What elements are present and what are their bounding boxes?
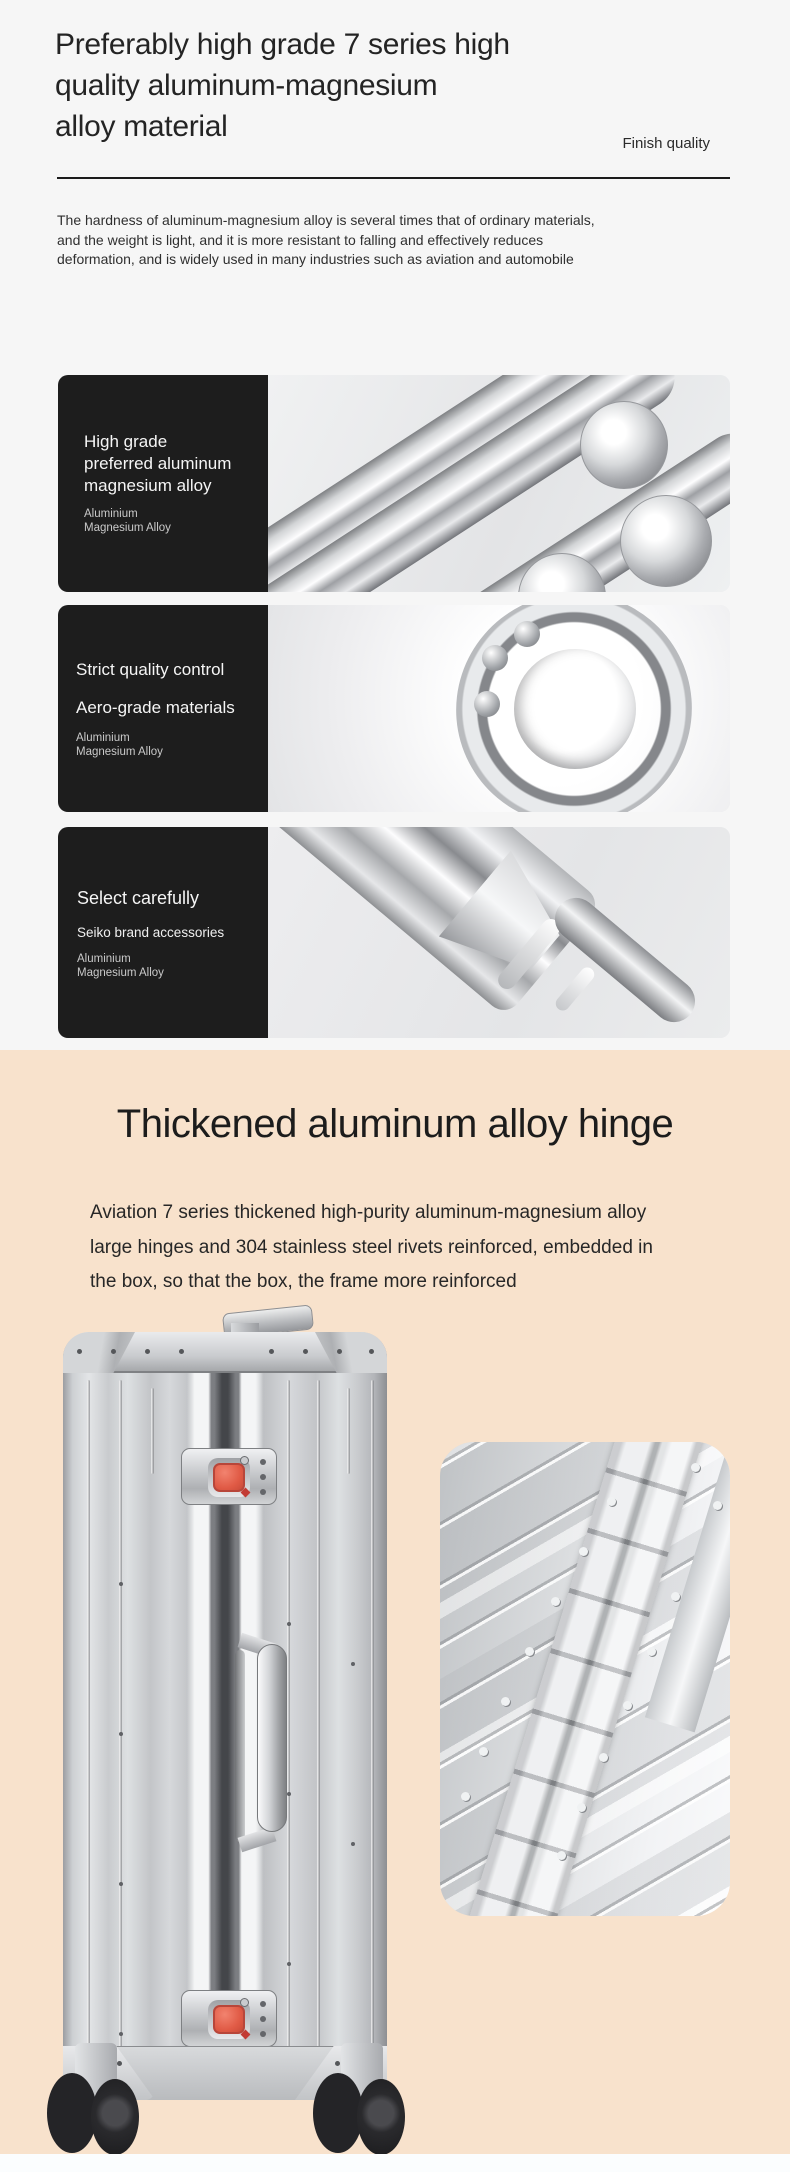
handle-slot	[235, 1650, 245, 1842]
wheel	[47, 2073, 97, 2153]
lock-dials	[260, 2001, 266, 2007]
hinge-closeup-image	[440, 1442, 730, 1916]
tsa-lock-top	[181, 1448, 277, 1505]
spinner-wheels-right	[311, 2043, 423, 2155]
suitcase-body	[63, 1332, 387, 2100]
card-title-line: magnesium alloy	[84, 476, 212, 495]
tsa-lock-bottom	[181, 1990, 277, 2047]
rivet-dots	[119, 1582, 123, 1586]
finish-quality-label: Finish quality	[622, 135, 710, 152]
section-heading: Thickened aluminum alloy hinge	[116, 1102, 674, 1146]
title-line-3: alloy material	[55, 110, 228, 143]
card-subtitle-line: Magnesium Alloy	[76, 746, 163, 758]
bearing-ball	[482, 645, 508, 671]
bearing-ball	[514, 621, 540, 647]
panel-groove	[347, 1388, 350, 1474]
title-line-2: quality aluminum-magnesium	[55, 69, 438, 102]
telescopic-rod-image	[268, 827, 730, 1038]
ball-bearing-image	[268, 605, 730, 812]
rivet-row	[77, 1349, 82, 1354]
intro-line-1: The hardness of aluminum-magnesium alloy is several times that of ordinary materials,	[57, 212, 595, 228]
rod-end-face	[620, 495, 712, 587]
aluminum-rods-image	[268, 375, 730, 592]
hinge-paragraph	[90, 1196, 653, 1300]
tsa-lock-button	[213, 2005, 245, 2034]
divider-line	[57, 177, 730, 179]
panel-groove	[287, 1380, 290, 2080]
intro-line-2: and the weight is light, and it is more resistant to falling and effectively reduces	[57, 231, 544, 248]
feature-card-quality-control	[58, 605, 730, 812]
wheel	[91, 2079, 139, 2155]
card-subtitle-line: Aluminium	[77, 953, 131, 965]
panel-groove	[151, 1388, 154, 1474]
card-text-panel	[58, 605, 268, 812]
card-text-panel	[58, 827, 268, 1038]
panel-groove	[317, 1380, 320, 2080]
intro-line-3: deformation, and is widely used in many industries such as aviation and automobile	[57, 251, 574, 267]
hinge-section	[0, 1050, 790, 2154]
hinge-line-3: the box, so that the box, the frame more reinforced	[90, 1271, 517, 1292]
hinge-line-1: Aviation 7 series thickened high-purity aluminum-magnesium alloy	[90, 1202, 647, 1223]
tsa-lock-button	[213, 1463, 245, 1492]
card-subtitle-line: Magnesium Alloy	[77, 967, 164, 979]
hinge-line-2: large hinges and 304 stainless steel rivets reinforced, embedded in	[90, 1236, 653, 1258]
side-carry-handle	[257, 1644, 287, 1832]
title-line-1: Preferably high grade 7 series high	[55, 28, 510, 61]
card-title-line: Strict quality control	[76, 660, 225, 679]
panel-groove	[119, 1380, 122, 2080]
card-title-line: Seiko brand accessories	[77, 925, 225, 940]
feature-card-high-grade	[58, 375, 730, 592]
intro-paragraph	[57, 211, 595, 270]
bottom-strip	[0, 2154, 790, 2172]
feature-card-accessories	[58, 827, 730, 1038]
lock-keyhole	[240, 1456, 249, 1465]
panel-groove	[371, 1380, 374, 2080]
bearing-ball	[474, 691, 500, 717]
rivet-holes	[607, 1497, 616, 1506]
spinner-wheels-left	[45, 2043, 157, 2155]
card-subtitle-line: Aluminium	[76, 732, 130, 744]
suitcase-back-image	[35, 1305, 400, 2155]
lock-dials	[260, 1459, 266, 1465]
rod-end-face	[580, 401, 668, 489]
panel-groove	[87, 1380, 90, 2080]
card-title-line: preferred aluminum	[84, 454, 232, 473]
card-subtitle-line: Aluminium	[84, 508, 138, 520]
bearing-hole	[514, 649, 636, 769]
card-title-line: Select carefully	[77, 888, 200, 908]
card-title-line: Aero-grade materials	[76, 698, 235, 717]
wheel	[313, 2073, 363, 2153]
lock-keyhole	[240, 1998, 249, 2007]
page-title	[55, 24, 510, 147]
rod-shaft	[546, 889, 703, 1030]
card-text-panel	[58, 375, 268, 592]
wheel	[357, 2079, 405, 2155]
rod-collar	[553, 965, 597, 1014]
card-title-line: High grade	[84, 432, 168, 451]
card-subtitle-line: Magnesium Alloy	[84, 522, 171, 534]
